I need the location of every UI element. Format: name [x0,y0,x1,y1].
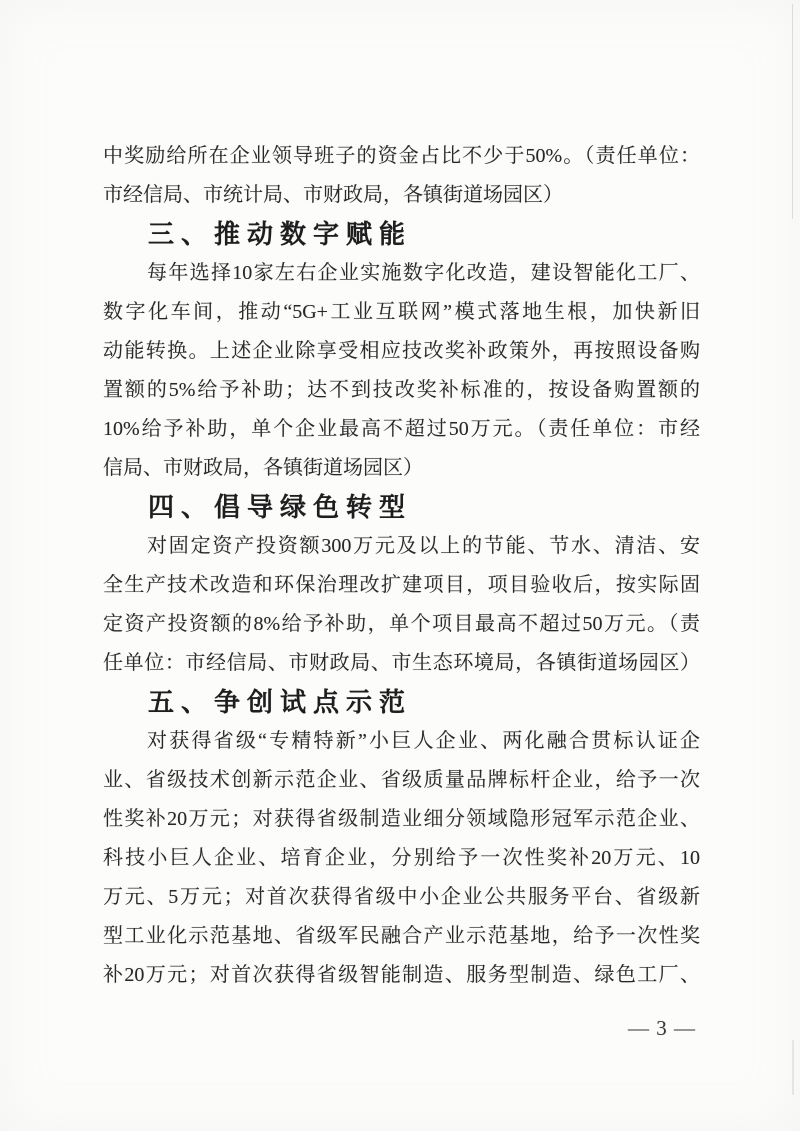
text-line: 对获得省级“专精特新”小巨人企业、两化融合贯标认证企 [147,730,700,752]
scan-artifact-edge-line [792,4,793,219]
text-line: 型工业化示范基地、省级军民融合产业示范基地，给予一次性奖 [103,925,700,947]
text-line: 任单位：市经信局、市财政局、市生态环境局，各镇街道场园区） [103,652,700,674]
scan-artifact-smudge [792,1040,794,1095]
text-line: 10%给予补助，单个企业最高不超过50万元。（责任单位：市经 [103,418,700,440]
text-line: 动能转换。上述企业除享受相应技改奖补政策外，再按照设备购 [103,340,700,362]
section-heading: 四、倡导绿色转型 [148,492,413,522]
document-body [103,137,700,995]
text-line: 性奖补20万元；对获得省级制造业细分领域隐形冠军示范企业、 [103,808,700,830]
text-line: 万元、5万元；对首次获得省级中小企业公共服务平台、省级新 [103,886,700,908]
text-line: 业、省级技术创新示范企业、省级质量品牌标杆企业，给予一次 [103,769,700,791]
text-line: 市经信局、市统计局、市财政局，各镇街道场园区） [103,184,563,206]
text-line: 定资产投资额的8%给予补助，单个项目最高不超过50万元。（责 [103,613,700,635]
text-line: 对固定资产投资额300万元及以上的节能、节水、清洁、安 [147,535,700,557]
text-line: 每年选择10家左右企业实施数字化改造，建设智能化工厂、 [147,262,700,284]
text-line: 补20万元；对首次获得省级智能制造、服务型制造、绿色工厂、 [103,964,700,986]
page-number: — 3 — [628,1016,696,1040]
text-line: 科技小巨人企业、培育企业，分别给予一次性奖补20万元、10 [103,847,700,869]
section-heading: 五、争创试点示范 [148,687,413,717]
text-line: 置额的5%给予补助；达不到技改奖补标准的，按设备购置额的 [103,379,700,401]
text-line: 数字化车间，推动“5G+工业互联网”模式落地生根，加快新旧 [103,301,700,323]
text-line: 信局、市财政局，各镇街道场园区） [103,457,423,479]
text-line: 全生产技术改造和环保治理改扩建项目，项目验收后，按实际固 [103,574,700,596]
section-heading: 三、推动数字赋能 [148,219,413,249]
text-line: 中奖励给所在企业领导班子的资金占比不少于50%。（责任单位： [103,145,700,167]
